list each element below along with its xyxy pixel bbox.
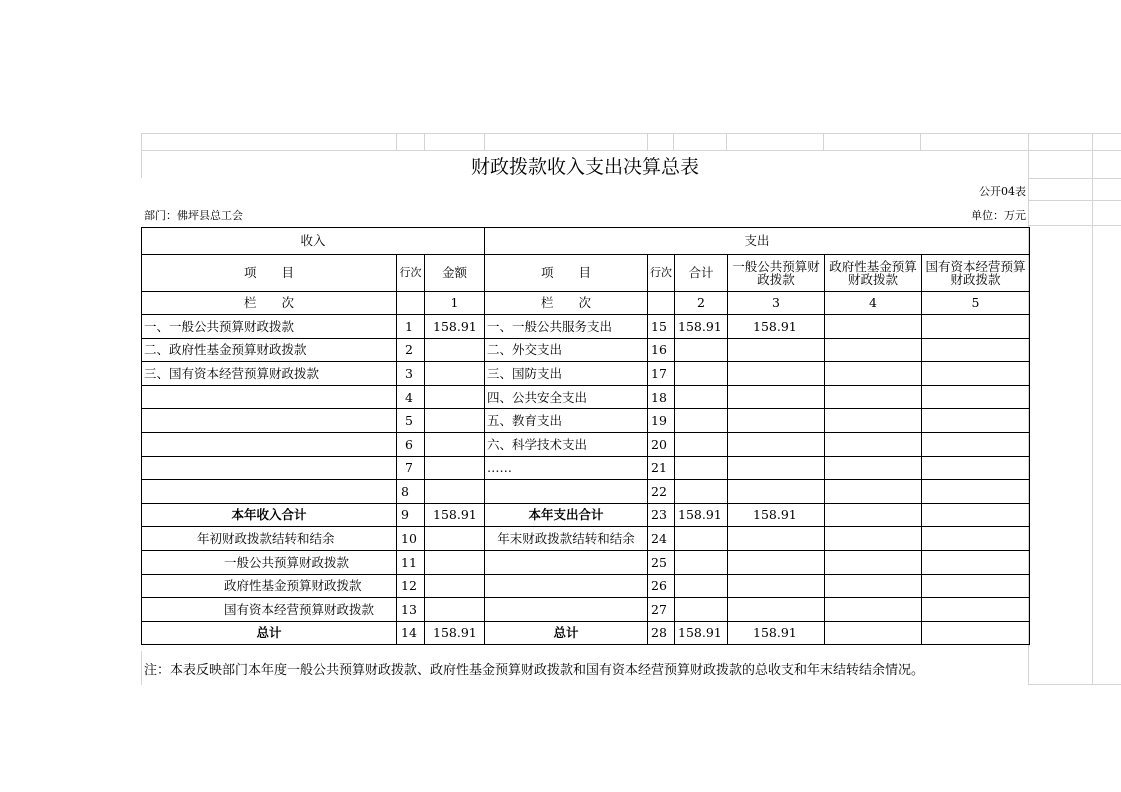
income-row-no: 7 xyxy=(397,456,425,480)
expense-row-no: 25 xyxy=(648,550,675,574)
income-item xyxy=(142,385,397,409)
income-item xyxy=(142,456,397,480)
grid-line xyxy=(1092,133,1093,685)
grid-line xyxy=(1028,225,1121,226)
expense-state-capital xyxy=(922,385,1030,409)
expense-state-capital xyxy=(922,409,1030,433)
expense-item: 五、教育支出 xyxy=(485,409,648,433)
income-amount xyxy=(425,432,485,456)
income-item: 一般公共预算财政拨款 xyxy=(142,550,397,574)
expense-row-no: 18 xyxy=(648,385,675,409)
expense-total xyxy=(675,598,728,622)
income-row-no: 14 xyxy=(397,621,425,645)
income-item xyxy=(142,480,397,504)
income-item: 三、国有资本经营预算财政拨款 xyxy=(142,362,397,386)
expense-general-budget xyxy=(728,362,825,386)
expense-general-budget xyxy=(728,432,825,456)
expense-gov-fund xyxy=(825,480,922,504)
col-total: 合计 xyxy=(675,255,728,292)
expense-row-no: 15 xyxy=(648,315,675,339)
report-title: 财政拨款收入支出决算总表 xyxy=(470,156,699,178)
table-row xyxy=(142,362,1030,386)
expense-gov-fund xyxy=(825,550,922,574)
expense-state-capital xyxy=(922,503,1030,527)
expense-gov-fund xyxy=(825,503,922,527)
expense-item: …… xyxy=(485,456,648,480)
income-amount xyxy=(425,480,485,504)
income-row-no: 11 xyxy=(397,550,425,574)
column-index-label: 栏 次 xyxy=(142,292,397,315)
income-amount: 158.91 xyxy=(425,315,485,339)
expense-total xyxy=(675,409,728,433)
column-index-5: 5 xyxy=(922,292,1030,315)
expense-general-budget xyxy=(728,598,825,622)
expense-total xyxy=(675,480,728,504)
unit-label: 单位：万元 xyxy=(971,209,1026,222)
col-item: 项 目 xyxy=(142,255,397,292)
expense-general-budget xyxy=(728,338,825,362)
expense-state-capital xyxy=(922,550,1030,574)
income-amount xyxy=(425,456,485,480)
expense-row-no: 28 xyxy=(648,621,675,645)
expense-row-no: 23 xyxy=(648,503,675,527)
column-index-blank xyxy=(648,292,675,315)
grid-line xyxy=(1028,178,1121,179)
expense-item: 四、公共安全支出 xyxy=(485,385,648,409)
grid-line xyxy=(920,133,921,150)
expense-gov-fund xyxy=(825,432,922,456)
income-row-no: 13 xyxy=(397,598,425,622)
expense-total xyxy=(675,432,728,456)
col-general-budget: 一般公共预算财政拨款 xyxy=(728,255,825,292)
income-row-no: 4 xyxy=(397,385,425,409)
table-row xyxy=(142,480,1030,504)
income-amount xyxy=(425,574,485,598)
expense-total xyxy=(675,456,728,480)
expense-row-no: 21 xyxy=(648,456,675,480)
table-row xyxy=(142,456,1030,480)
grid-line xyxy=(424,133,425,150)
income-amount xyxy=(425,385,485,409)
expense-general-budget: 158.91 xyxy=(728,503,825,527)
grid-line xyxy=(673,133,674,150)
expense-state-capital xyxy=(922,621,1030,645)
grid-line xyxy=(1028,200,1121,201)
col-state-capital: 国有资本经营预算财政拨款 xyxy=(922,255,1030,292)
income-item: 一、一般公共预算财政拨款 xyxy=(142,315,397,339)
expense-total xyxy=(675,362,728,386)
expense-total xyxy=(675,527,728,551)
income-amount xyxy=(425,598,485,622)
expense-total: 158.91 xyxy=(675,315,728,339)
expense-gov-fund xyxy=(825,338,922,362)
expense-item: 二、外交支出 xyxy=(485,338,648,362)
footnote: 注：本表反映部门本年度一般公共预算财政拨款、政府性基金预算财政拨款和国有资本经营预算财政拨款的总收支和年末结转结余情况。 xyxy=(144,663,925,678)
column-index-1: 1 xyxy=(425,292,485,315)
expense-row-no: 26 xyxy=(648,574,675,598)
expense-item xyxy=(485,550,648,574)
expense-item xyxy=(485,480,648,504)
income-item xyxy=(142,409,397,433)
income-header: 收入 xyxy=(142,228,485,255)
expense-total xyxy=(675,550,728,574)
expense-gov-fund xyxy=(825,315,922,339)
expense-item: 三、国防支出 xyxy=(485,362,648,386)
expense-row-no: 22 xyxy=(648,480,675,504)
expense-row-no: 17 xyxy=(648,362,675,386)
income-item: 国有资本经营预算财政拨款 xyxy=(142,598,397,622)
expense-general-budget: 158.91 xyxy=(728,315,825,339)
expense-state-capital xyxy=(922,574,1030,598)
expense-row-no: 19 xyxy=(648,409,675,433)
table-row xyxy=(142,527,1030,551)
department-label: 部门：佛坪县总工会 xyxy=(144,209,243,222)
col-gov-fund: 政府性基金预算财政拨款 xyxy=(825,255,922,292)
expense-row-no: 27 xyxy=(648,598,675,622)
grid-line xyxy=(484,133,485,150)
column-index-3: 3 xyxy=(728,292,825,315)
income-row-no: 3 xyxy=(397,362,425,386)
income-amount xyxy=(425,338,485,362)
expense-row-no: 16 xyxy=(648,338,675,362)
expense-item: 年末财政拨款结转和结余 xyxy=(485,527,648,551)
expense-state-capital xyxy=(922,362,1030,386)
expense-general-budget xyxy=(728,480,825,504)
expense-gov-fund xyxy=(825,385,922,409)
table-row xyxy=(142,338,1030,362)
grid-line xyxy=(823,133,824,150)
expense-state-capital xyxy=(922,480,1030,504)
col-exp-item: 项 目 xyxy=(485,255,648,292)
expense-general-budget xyxy=(728,456,825,480)
expense-state-capital xyxy=(922,432,1030,456)
expense-item xyxy=(485,574,648,598)
income-row-no: 10 xyxy=(397,527,425,551)
col-row-no: 行次 xyxy=(397,255,425,292)
income-item: 本年收入合计 xyxy=(142,503,397,527)
expense-header: 支出 xyxy=(485,228,1030,255)
income-item xyxy=(142,432,397,456)
income-item: 年初财政拨款结转和结余 xyxy=(142,527,397,551)
grid-line xyxy=(141,651,142,685)
column-index-2: 2 xyxy=(675,292,728,315)
expense-row-no: 20 xyxy=(648,432,675,456)
income-amount: 158.91 xyxy=(425,621,485,645)
grid-line xyxy=(1028,684,1121,685)
expense-state-capital xyxy=(922,315,1030,339)
income-amount xyxy=(425,527,485,551)
expense-gov-fund xyxy=(825,409,922,433)
expense-general-budget xyxy=(728,550,825,574)
expense-general-budget xyxy=(728,574,825,598)
income-item: 总计 xyxy=(142,621,397,645)
expense-gov-fund xyxy=(825,456,922,480)
expense-item: 六、科学技术支出 xyxy=(485,432,648,456)
expense-total xyxy=(675,574,728,598)
expense-general-budget xyxy=(728,527,825,551)
expense-general-budget: 158.91 xyxy=(728,621,825,645)
expense-state-capital xyxy=(922,598,1030,622)
grid-line xyxy=(396,133,397,150)
budget-table xyxy=(141,227,1030,645)
expense-row-no: 24 xyxy=(648,527,675,551)
expense-general-budget xyxy=(728,409,825,433)
form-number: 公开04表 xyxy=(979,185,1026,198)
income-amount: 158.91 xyxy=(425,503,485,527)
expense-state-capital xyxy=(922,338,1030,362)
table-row xyxy=(142,385,1030,409)
grid-line xyxy=(141,133,1121,134)
expense-item: 总计 xyxy=(485,621,648,645)
column-index-4: 4 xyxy=(825,292,922,315)
expense-gov-fund xyxy=(825,527,922,551)
expense-state-capital xyxy=(922,527,1030,551)
income-row-no: 2 xyxy=(397,338,425,362)
income-row-no: 6 xyxy=(397,432,425,456)
column-index-blank xyxy=(397,292,425,315)
income-item: 政府性基金预算财政拨款 xyxy=(142,574,397,598)
expense-total xyxy=(675,385,728,409)
expense-gov-fund xyxy=(825,362,922,386)
income-row-no: 1 xyxy=(397,315,425,339)
expense-total: 158.91 xyxy=(675,503,728,527)
table-row xyxy=(142,503,1030,527)
expense-item: 本年支出合计 xyxy=(485,503,648,527)
expense-gov-fund xyxy=(825,574,922,598)
grid-line xyxy=(141,150,1121,151)
expense-gov-fund xyxy=(825,621,922,645)
expense-general-budget xyxy=(728,385,825,409)
expense-gov-fund xyxy=(825,598,922,622)
table-row xyxy=(142,432,1030,456)
grid-line xyxy=(647,133,648,150)
income-row-no: 5 xyxy=(397,409,425,433)
table-row xyxy=(142,598,1030,622)
grid-line xyxy=(726,133,727,150)
table-row xyxy=(142,409,1030,433)
col-exp-row-no: 行次 xyxy=(648,255,675,292)
col-amount: 金额 xyxy=(425,255,485,292)
income-item: 二、政府性基金预算财政拨款 xyxy=(142,338,397,362)
expense-total xyxy=(675,338,728,362)
income-row-no: 8 xyxy=(397,480,425,504)
table-row xyxy=(142,550,1030,574)
income-amount xyxy=(425,362,485,386)
income-row-no: 12 xyxy=(397,574,425,598)
expense-item xyxy=(485,598,648,622)
expense-item: 一、一般公共服务支出 xyxy=(485,315,648,339)
income-row-no: 9 xyxy=(397,503,425,527)
table-row xyxy=(142,574,1030,598)
table-row xyxy=(142,621,1030,645)
expense-state-capital xyxy=(922,456,1030,480)
income-amount xyxy=(425,550,485,574)
expense-total: 158.91 xyxy=(675,621,728,645)
table-row xyxy=(142,315,1030,339)
income-amount xyxy=(425,409,485,433)
column-index-exp-label: 栏 次 xyxy=(485,292,648,315)
